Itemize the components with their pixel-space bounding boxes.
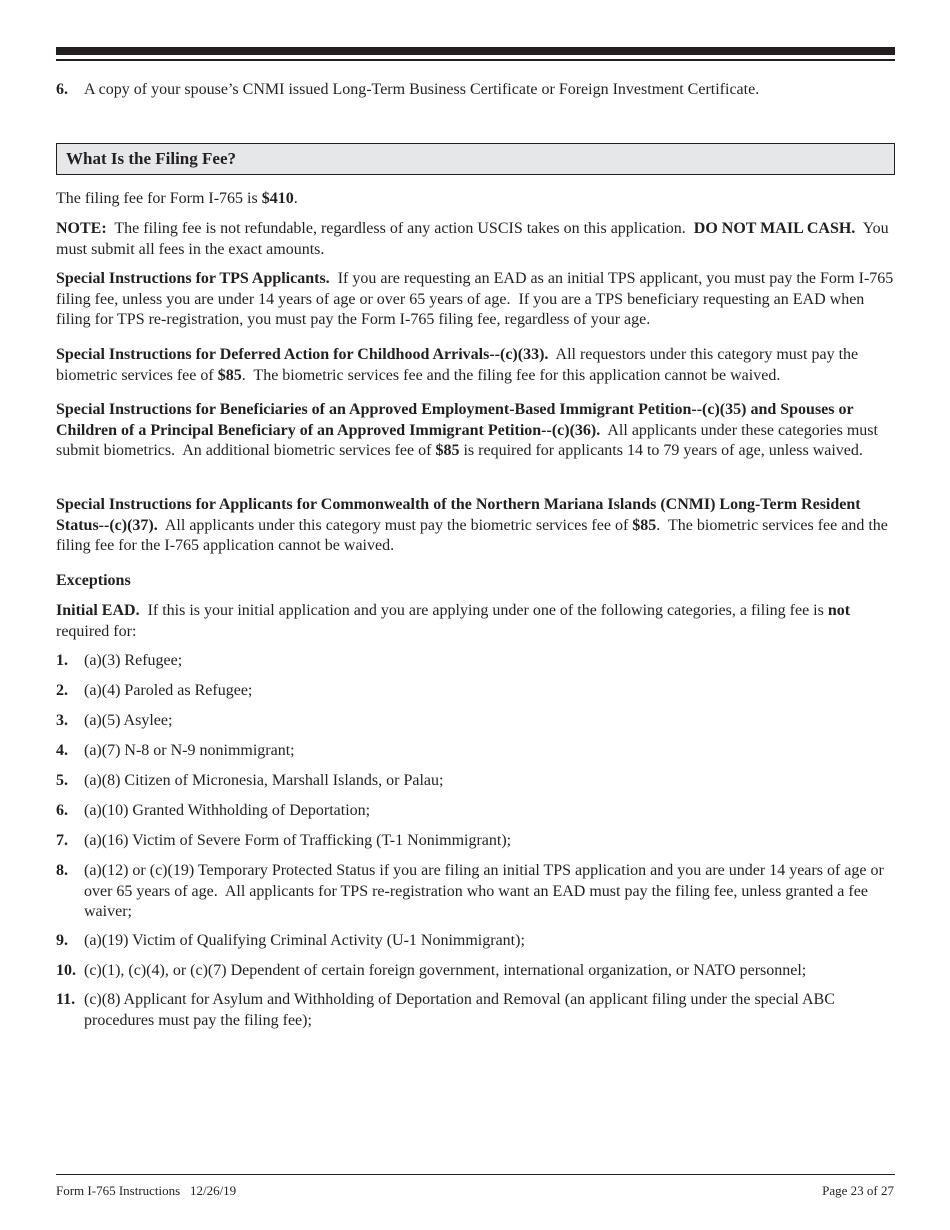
list-item: 9. (a)(19) Victim of Qualifying Criminal Activity (U-1 Nonimmigrant);	[56, 932, 525, 949]
list-item: 6. (a)(10) Granted Withholding of Deportation;	[56, 802, 371, 819]
list-item-text: A copy of your spouse’s CNMI issued Long-Term Business Certificate or Foreign Investment Certificate.	[84, 81, 760, 98]
tps-instructions: Special Instructions for TPS Applicants. If you are requesting an EAD as an initial TPS applicant, you must pay the Form I-765 filing fee, unless you are under 14 years of age or over 65 years of age. If you are a TPS beneficiary requesting an EAD when filing for TPS re-registration, you must pay the Form I-765 filing fee, regardless of your age.	[56, 270, 898, 328]
cnmi-instructions: Special Instructions for Applicants for Commonwealth of the Northern Mariana Islands (CNMI) Long-Term Resident Status--(c)(37). All applicants under this category must pay the biometric services fee of $85. The biometric services fee and the filing fee for the I-765 application cannot be waived.	[56, 496, 892, 554]
beneficiaries-label: Special Instructions for Beneficiaries of an Approved Employment-Based Immigrant Petition--(c)(35) and Spouses or Children of a Principal Beneficiary of an Approved Immigrant Petition--(c)(36).	[56, 401, 858, 439]
section-header	[56, 143, 895, 175]
list-item: 7. (a)(16) Victim of Severe Form of Trafficking (T-1 Nonimmigrant);	[56, 832, 512, 849]
note-label: NOTE:	[56, 220, 107, 237]
list-item	[56, 80, 895, 101]
exceptions-heading: Exceptions	[56, 572, 131, 589]
tps-label: Special Instructions for TPS Applicants.	[56, 270, 330, 287]
list-item: 11. (c)(8) Applicant for Asylum and Withholding of Deportation and Removal (an applicant filing under the special ABC procedures must pay the filing fee);	[56, 991, 839, 1029]
list-item: 1. (a)(3) Refugee;	[56, 652, 183, 669]
list-item: 10. (c)(1), (c)(4), or (c)(7) Dependent of certain foreign government, international organization, or NATO personnel;	[56, 962, 807, 979]
section-title: What Is the Filing Fee?	[66, 149, 236, 168]
beneficiaries-instructions: Special Instructions for Beneficiaries of an Approved Employment-Based Immigrant Petition--(c)(35) and Spouses or Children of a Principal Beneficiary of an Approved Immigrant Petition--(c)(36). All applicants under these categories must submit biometrics. An additional biometric services fee of $85 is required for applicants 14 to 79 years of age, unless waived.	[56, 401, 882, 459]
footer-rule	[56, 1174, 895, 1175]
list-item-number: 6.	[56, 81, 68, 98]
footer-form-info: Form I-765 Instructions 12/26/19	[56, 1183, 237, 1198]
list-item: 5. (a)(8) Citizen of Micronesia, Marshall Islands, or Palau;	[56, 772, 444, 789]
list-item: 3. (a)(5) Asylee;	[56, 712, 173, 729]
list-item: 4. (a)(7) N-8 or N-9 nonimmigrant;	[56, 742, 295, 759]
initial-ead-paragraph: Initial EAD. If this is your initial application and you are applying under one of the following categories, a filing fee is not required for:	[56, 602, 855, 640]
initial-ead-label: Initial EAD.	[56, 602, 140, 619]
daca-instructions: Special Instructions for Deferred Action for Childhood Arrivals--(c)(33). All requestors under this category must pay the biometric services fee of $85. The biometric services fee and the filing fee for this application cannot be waived.	[56, 346, 863, 384]
filing-fee-paragraph: The filing fee for Form I-765 is $410.	[56, 190, 298, 207]
list-item: 2. (a)(4) Paroled as Refugee;	[56, 682, 253, 699]
header-rule-thin	[56, 59, 895, 61]
do-not-mail-cash: DO NOT MAIL CASH.	[693, 220, 856, 237]
cnmi-label: Special Instructions for Applicants for Commonwealth of the Northern Mariana Islands (CNMI) Long-Term Resident Status--(c)(37).	[56, 496, 865, 534]
header-rule-thick	[56, 47, 895, 55]
note-paragraph: NOTE: The filing fee is not refundable, regardless of any action USCIS takes on this application. DO NOT MAIL CASH. You must submit all fees in the exact amounts.	[56, 220, 893, 258]
footer-page-number: Page 23 of 27	[822, 1183, 894, 1198]
daca-label: Special Instructions for Deferred Action for Childhood Arrivals--(c)(33).	[56, 346, 549, 363]
list-item: 8. (a)(12) or (c)(19) Temporary Protected Status if you are filing an initial TPS application and you are under 14 years of age or over 65 years of age. All applicants for TPS re-registration who want an EAD must pay the filing fee, unless granted a fee waiver;	[56, 862, 888, 920]
filing-fee-amount: $410	[261, 190, 294, 207]
